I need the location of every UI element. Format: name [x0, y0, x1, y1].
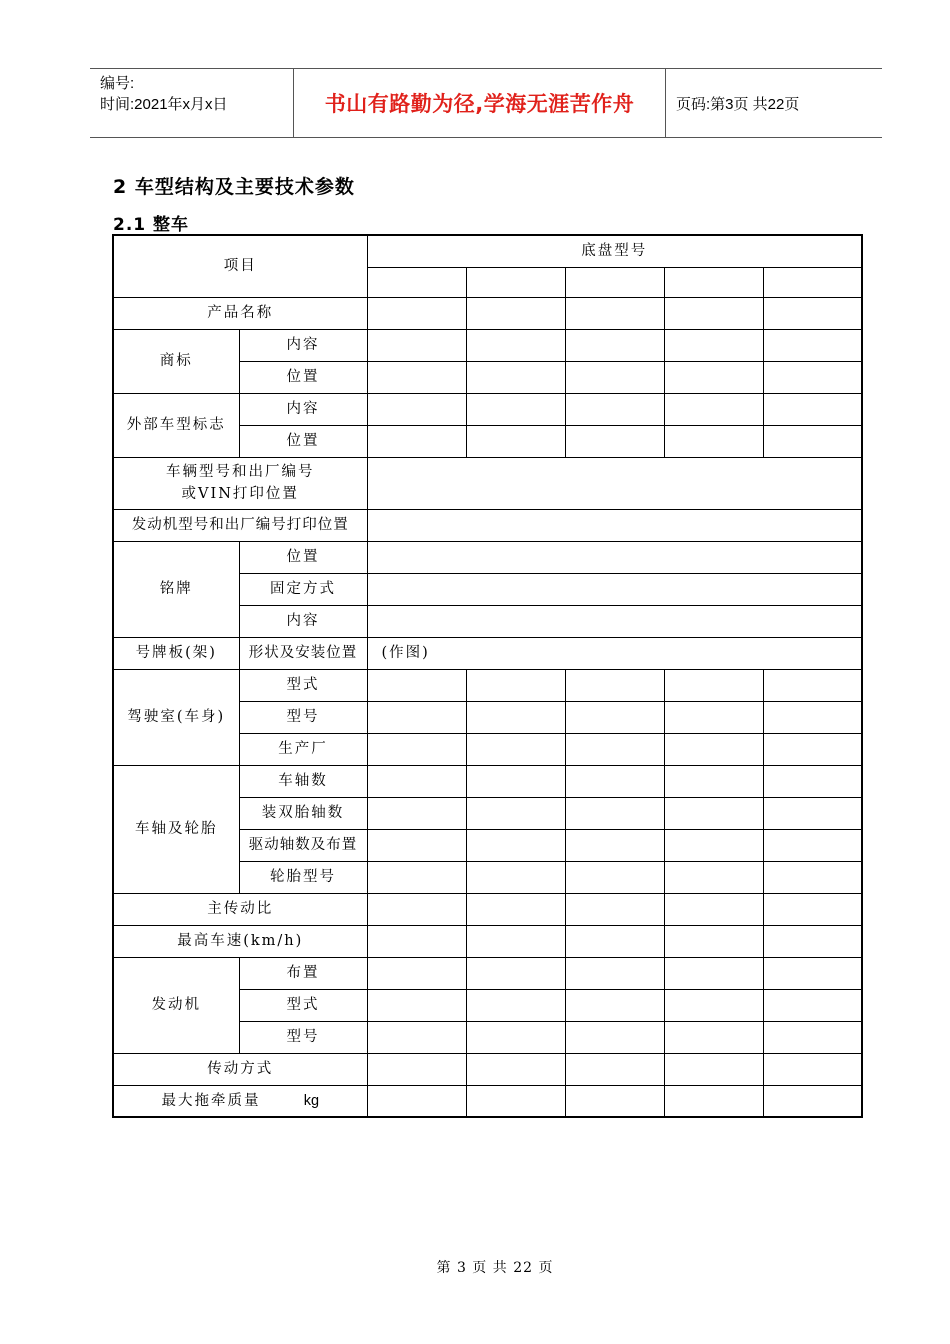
value-cell[interactable] [664, 989, 763, 1021]
row-label-external-model-mark: 外部车型标志 [113, 393, 239, 457]
value-cell[interactable] [763, 425, 862, 457]
value-cell[interactable] [565, 1053, 664, 1085]
value-cell[interactable] [367, 329, 466, 361]
sub-label-position: 位置 [239, 425, 367, 457]
value-cell[interactable] [367, 1021, 466, 1053]
value-cell[interactable] [367, 989, 466, 1021]
value-cell[interactable] [664, 701, 763, 733]
section-title: 2 车型结构及主要技术参数 [113, 176, 355, 198]
value-cell[interactable] [367, 957, 466, 989]
row-label-plate-bracket: 号牌板(架) [113, 637, 239, 669]
document-number-label: 编号: [100, 75, 135, 92]
table-row [113, 925, 862, 957]
value-cell[interactable] [466, 861, 565, 893]
value-cell[interactable] [466, 925, 565, 957]
row-label-axle-tire: 车轴及轮胎 [113, 765, 239, 893]
value-cell[interactable] [565, 893, 664, 925]
sub-label-fixing: 固定方式 [239, 573, 367, 605]
sub-label-layout: 布置 [239, 957, 367, 989]
sub-label-content: 内容 [239, 393, 367, 425]
sub-label-content: 内容 [239, 329, 367, 361]
table-row [113, 669, 862, 701]
value-cell[interactable] [565, 297, 664, 329]
row-label-product-name: 产品名称 [113, 297, 367, 329]
document-time-label: 时间:2021年x月x日 [100, 96, 228, 113]
value-cell[interactable] [664, 361, 763, 393]
value-cell[interactable] [367, 797, 466, 829]
value-cell[interactable] [565, 925, 664, 957]
value-cell[interactable] [763, 1085, 862, 1117]
table-row [113, 457, 862, 509]
value-cell[interactable] [763, 893, 862, 925]
value-cell[interactable] [466, 701, 565, 733]
value-cell[interactable] [763, 861, 862, 893]
page-header [90, 68, 882, 138]
sub-label-form: 型式 [239, 989, 367, 1021]
value-cell[interactable] [367, 457, 862, 509]
header-meta [90, 69, 293, 137]
value-cell[interactable] [367, 1085, 466, 1117]
value-cell[interactable] [664, 393, 763, 425]
table-row [113, 541, 862, 573]
table-row [113, 1085, 862, 1117]
page-footer: 第 3 页 共 22 页 [436, 1260, 554, 1276]
row-label-nameplate: 铭牌 [113, 541, 239, 637]
sub-label-position: 位置 [239, 541, 367, 573]
sub-label-position: 位置 [239, 361, 367, 393]
value-cell[interactable] [466, 797, 565, 829]
value-cell[interactable] [367, 861, 466, 893]
value-cell[interactable] [565, 861, 664, 893]
item-header: 项目 [113, 235, 367, 297]
value-cell[interactable] [466, 829, 565, 861]
value-cell[interactable] [664, 1085, 763, 1117]
value-cell[interactable] [466, 765, 565, 797]
value-cell[interactable] [664, 1053, 763, 1085]
row-label-engine: 发动机 [113, 957, 239, 1053]
value-cell[interactable] [367, 541, 862, 573]
value-cell[interactable] [466, 329, 565, 361]
table-row [113, 765, 862, 797]
table-row [113, 637, 862, 669]
value-cell[interactable] [664, 297, 763, 329]
sub-label-shape-install: 形状及安装位置 [239, 637, 367, 669]
value-cell[interactable] [664, 669, 763, 701]
value-cell[interactable] [466, 733, 565, 765]
value-cell[interactable] [664, 1021, 763, 1053]
value-cell[interactable] [763, 733, 862, 765]
value-cell[interactable] [466, 425, 565, 457]
value-cell[interactable] [664, 425, 763, 457]
value-cell[interactable] [367, 765, 466, 797]
value-cell[interactable] [565, 733, 664, 765]
value-cell[interactable] [466, 1085, 565, 1117]
value-cell[interactable] [664, 797, 763, 829]
vin-label-line1: 车辆型号和出厂编号 [166, 464, 315, 480]
value-cell[interactable] [763, 297, 862, 329]
value-cell[interactable] [763, 701, 862, 733]
sub-label-form: 型式 [239, 669, 367, 701]
value-cell[interactable] [565, 1085, 664, 1117]
row-label-cab: 驾驶室(车身) [113, 669, 239, 765]
row-label-max-speed: 最高车速(km/h) [113, 925, 367, 957]
value-cell[interactable] [466, 361, 565, 393]
value-cell[interactable] [367, 509, 862, 541]
value-cell[interactable] [466, 1053, 565, 1085]
header-page-number: 页码:第3页 共22页 [676, 95, 800, 113]
sub-label-tire-model: 轮胎型号 [239, 861, 367, 893]
sub-label-drive-axles: 驱动轴数及布置 [239, 829, 367, 861]
vin-label-line2: 或VIN打印位置 [181, 486, 299, 502]
value-cell[interactable] [565, 669, 664, 701]
max-tow-label: 最大拖牵质量 [161, 1092, 261, 1109]
chassis-model-header: 底盘型号 [367, 235, 862, 267]
subsection-title: 2.1 整车 [113, 215, 190, 235]
chassis-model-cell[interactable] [763, 267, 862, 297]
value-cell[interactable] [367, 669, 466, 701]
value-cell[interactable] [565, 361, 664, 393]
chassis-model-cell[interactable] [565, 267, 664, 297]
value-cell[interactable] [763, 329, 862, 361]
sub-label-model: 型号 [239, 701, 367, 733]
value-cell[interactable] [565, 425, 664, 457]
value-cell[interactable] [763, 957, 862, 989]
value-cell[interactable] [664, 925, 763, 957]
table-row [113, 509, 862, 541]
sub-label-axle-count: 车轴数 [239, 765, 367, 797]
sub-label-manufacturer: 生产厂 [239, 733, 367, 765]
chassis-model-cell[interactable] [664, 267, 763, 297]
value-cell[interactable] [466, 1021, 565, 1053]
value-cell[interactable] [367, 425, 466, 457]
value-cell[interactable] [565, 393, 664, 425]
value-cell[interactable] [763, 361, 862, 393]
value-cell[interactable] [565, 829, 664, 861]
value-cell[interactable] [565, 797, 664, 829]
table-row [113, 297, 862, 329]
value-cell[interactable] [763, 829, 862, 861]
table-row [113, 893, 862, 925]
drawing-note: (作图) [367, 637, 862, 669]
value-cell[interactable] [763, 669, 862, 701]
row-label-final-drive-ratio: 主传动比 [113, 893, 367, 925]
value-cell[interactable] [565, 765, 664, 797]
row-label-engine-number-position: 发动机型号和出厂编号打印位置 [113, 509, 367, 541]
value-cell[interactable] [367, 361, 466, 393]
sub-label-content: 内容 [239, 605, 367, 637]
value-cell[interactable] [466, 957, 565, 989]
value-cell[interactable] [763, 1021, 862, 1053]
value-cell[interactable] [763, 925, 862, 957]
value-cell[interactable] [763, 765, 862, 797]
value-cell[interactable] [763, 797, 862, 829]
sub-label-model: 型号 [239, 1021, 367, 1053]
kg-unit: kg [303, 1092, 320, 1109]
value-cell[interactable] [664, 829, 763, 861]
value-cell[interactable] [664, 765, 763, 797]
value-cell[interactable] [664, 733, 763, 765]
value-cell[interactable] [367, 393, 466, 425]
value-cell[interactable] [367, 297, 466, 329]
vehicle-spec-table [112, 234, 863, 1118]
value-cell[interactable] [664, 329, 763, 361]
value-cell[interactable] [466, 989, 565, 1021]
value-cell[interactable] [367, 701, 466, 733]
value-cell[interactable] [763, 393, 862, 425]
value-cell[interactable] [763, 989, 862, 1021]
header-motto: 书山有路勤为径,学海无涯苦作舟 [293, 69, 666, 137]
value-cell[interactable] [367, 1053, 466, 1085]
row-label-max-tow-mass [113, 1085, 367, 1117]
table-row [113, 1053, 862, 1085]
value-cell[interactable] [565, 957, 664, 989]
value-cell[interactable] [664, 893, 763, 925]
value-cell[interactable] [763, 1053, 862, 1085]
value-cell[interactable] [565, 329, 664, 361]
row-label-transmission: 传动方式 [113, 1053, 367, 1085]
chassis-model-cell[interactable] [466, 267, 565, 297]
value-cell[interactable] [466, 297, 565, 329]
value-cell[interactable] [367, 733, 466, 765]
table-row [113, 235, 862, 267]
value-cell[interactable] [367, 573, 862, 605]
row-label-trademark: 商标 [113, 329, 239, 393]
value-cell[interactable] [367, 925, 466, 957]
value-cell[interactable] [367, 893, 466, 925]
value-cell[interactable] [466, 393, 565, 425]
value-cell[interactable] [664, 957, 763, 989]
value-cell[interactable] [466, 669, 565, 701]
value-cell[interactable] [565, 701, 664, 733]
table-row [113, 329, 862, 361]
value-cell[interactable] [367, 605, 862, 637]
row-label-vin-position [113, 457, 367, 509]
sub-label-dual-tire-axles: 装双胎轴数 [239, 797, 367, 829]
value-cell[interactable] [565, 989, 664, 1021]
value-cell[interactable] [565, 1021, 664, 1053]
value-cell[interactable] [664, 861, 763, 893]
value-cell[interactable] [367, 829, 466, 861]
value-cell[interactable] [466, 893, 565, 925]
chassis-model-cell[interactable] [367, 267, 466, 297]
table-row [113, 957, 862, 989]
table-row [113, 393, 862, 425]
